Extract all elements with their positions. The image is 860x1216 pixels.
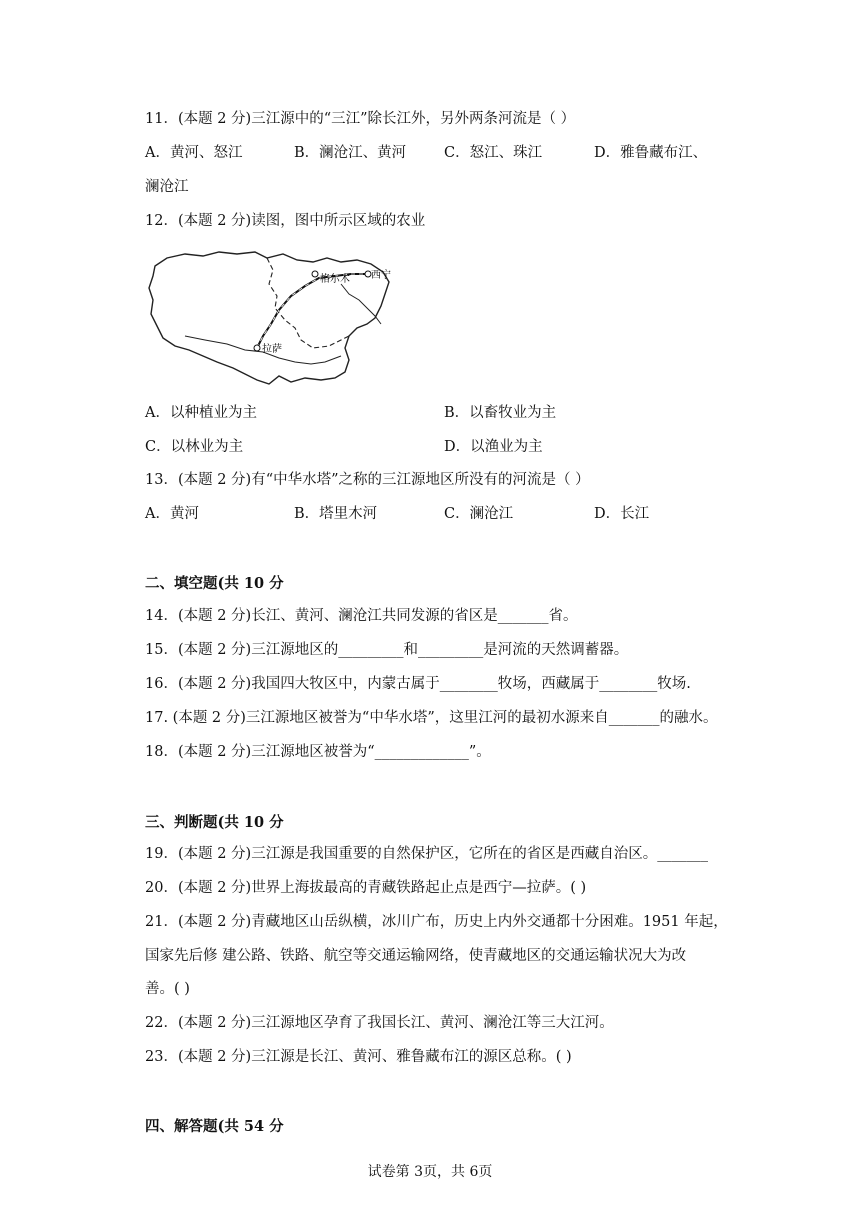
q11-option-a: A．黄河、怒江 (145, 145, 243, 161)
page-footer: 试卷第 3页，共 6页 (367, 1164, 493, 1180)
q12-option-a: A．以种植业为主 (145, 405, 257, 421)
q11-option-d: D．雅鲁藏布江、 (594, 145, 708, 161)
q11-option-d-wrap: 澜沧江 (145, 179, 189, 195)
q17-stem: 17. (本题 2 分)三江源地区被誉为“中华水塔”，这里江河的最初水源来自_______的融水。 (145, 710, 718, 726)
q16-stem: 16．(本题 2 分)我国四大牧区中，内蒙古属于________牧场，西藏属于________牧场. (145, 676, 691, 692)
q22-stem: 22．(本题 2 分)三江源地区孕育了我国长江、黄河、澜沧江等三大江河。 (145, 1015, 614, 1031)
q13-option-b: B．塔里木河 (294, 506, 378, 522)
q13-option-c: C．澜沧江 (444, 506, 514, 522)
q11-option-b: B．澜沧江、黄河 (294, 145, 407, 161)
q20-stem: 20．(本题 2 分)世界上海拔最高的青藏铁路起止点是西宁—拉萨。( ) (145, 880, 587, 896)
q14-stem: 14．(本题 2 分)长江、黄河、澜沧江共同发源的省区是_______省。 (145, 608, 578, 624)
q19-stem: 19．(本题 2 分)三江源是我国重要的自然保护区，它所在的省区是西藏自治区。_______ (145, 846, 708, 862)
golmud-marker (312, 271, 318, 277)
map-label-xining: 西宁 (371, 270, 391, 281)
q21-stem-line2: 国家先后修 建公路、铁路、航空等交通运输网络，使青藏地区的交通运输状况大为改 (145, 948, 687, 964)
lhasa-marker (254, 345, 260, 351)
map-label-lhasa: 拉萨 (262, 344, 282, 355)
section4-heading: 四、解答题(共 54 分 (145, 1118, 284, 1135)
q13-option-d: D．长江 (594, 506, 650, 522)
q23-stem: 23．(本题 2 分)三江源是长江、黄河、雅鲁藏布江的源区总称。( ) (145, 1049, 572, 1065)
section2-heading: 二、填空题(共 10 分 (145, 575, 284, 592)
q13-option-a: A．黄河 (145, 506, 199, 522)
map-label-golmud: 格尔木 (320, 274, 350, 285)
section3-heading: 三、判断题(共 10 分 (145, 814, 284, 831)
q21-stem-line3: 善。( ) (145, 981, 190, 997)
q12-option-c: C．以林业为主 (145, 439, 244, 455)
q12-stem: 12．(本题 2 分)读图，图中所示区域的农业 (145, 213, 426, 229)
q15-stem: 15．(本题 2 分)三江源地区的_________和_________是河流的天然调蓄器。 (145, 642, 629, 658)
qinghai-tibet-map (145, 244, 395, 390)
q21-stem: 21．(本题 2 分)青藏地区山岳纵横，冰川广布，历史上内外交通都十分困难。1951 年起， (145, 914, 728, 930)
q11-stem: 11．(本题 2 分)三江源中的“三江”除长江外，另外两条河流是（ ） (145, 111, 576, 127)
q13-stem: 13．(本题 2 分)有“中华水塔”之称的三江源地区所没有的河流是（ ） (145, 472, 590, 488)
q11-option-c: C．怒江、珠江 (444, 145, 543, 161)
q18-stem: 18．(本题 2 分)三江源地区被誉为“_____________”。 (145, 744, 491, 760)
q12-option-d: D．以渔业为主 (444, 439, 543, 455)
q12-option-b: B．以畜牧业为主 (444, 405, 557, 421)
